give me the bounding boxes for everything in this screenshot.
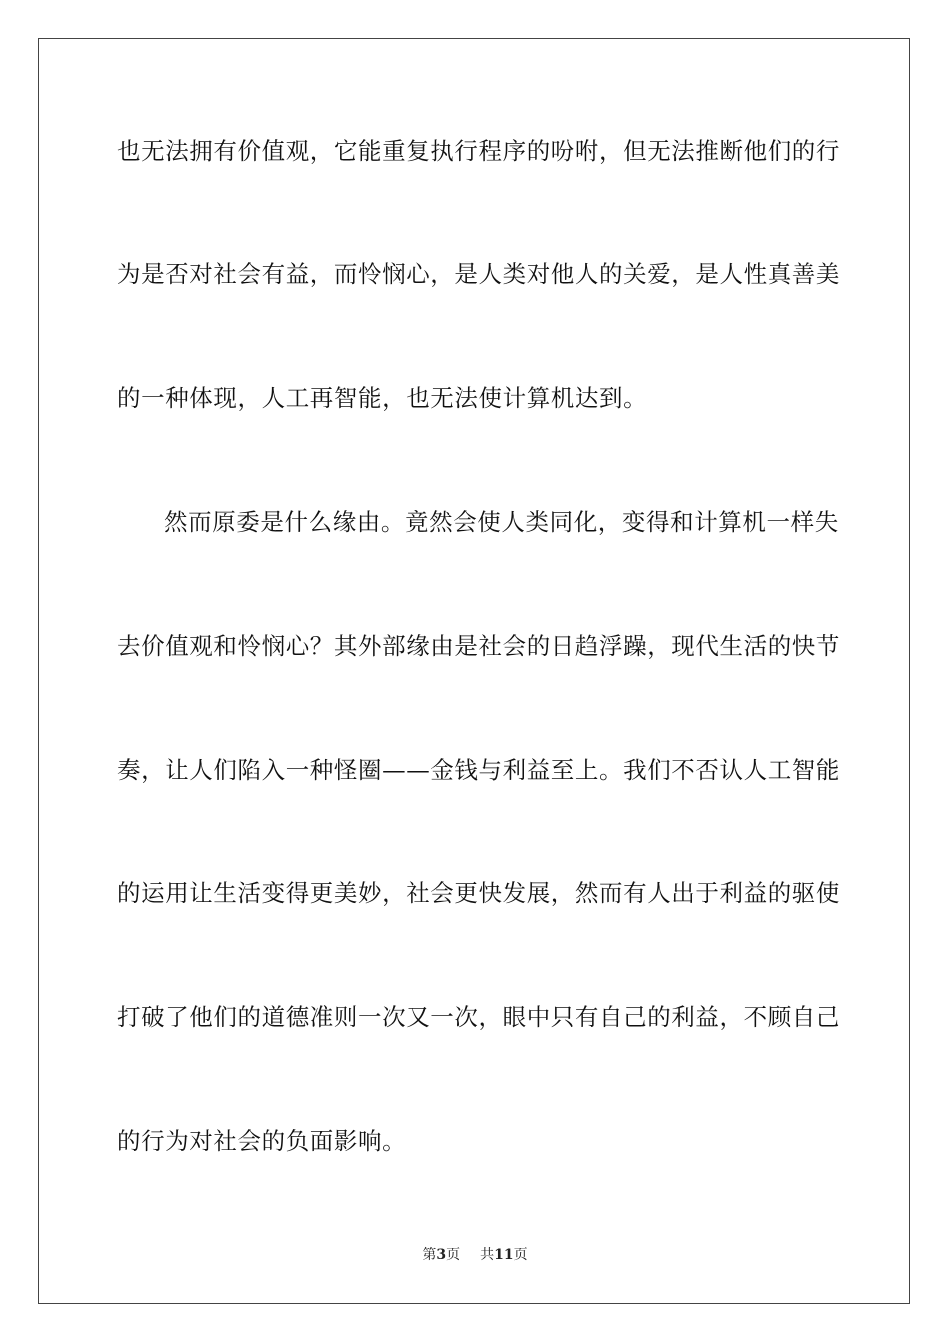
- paragraph-first-line: 然而原委是什么缘由。竟然会使人类同化，变得和计算机一样失: [164, 508, 839, 536]
- body-text-line: 奏，让人们陷入一种怪圈——金钱与利益至上。我们不否认人工智能: [117, 756, 840, 784]
- body-text-line: 的运用让生活变得更美妙，社会更快发展，然而有人出于利益的驱使: [117, 879, 840, 907]
- total-prefix: 共: [480, 1247, 495, 1263]
- page-footer: [0, 1246, 950, 1264]
- body-text-line: 的一种体现，人工再智能，也无法使计算机达到。: [117, 384, 648, 412]
- page-total: 11: [494, 1247, 514, 1263]
- body-text-line: 为是否对社会有益，而怜悯心，是人类对他人的关爱，是人性真善美: [117, 260, 840, 288]
- body-text-line: 打破了他们的道德准则一次又一次，眼中只有自己的利益，不顾自己: [117, 1003, 840, 1031]
- body-text-line: 的行为对社会的负面影响。: [117, 1127, 407, 1155]
- page-prefix: 第: [422, 1247, 437, 1263]
- total-suffix: 页: [513, 1247, 528, 1263]
- body-text-line: 去价值观和怜悯心？其外部缘由是社会的日趋浮躁，现代生活的快节: [117, 632, 840, 660]
- page-number: 3: [436, 1247, 447, 1263]
- page-suffix: 页: [446, 1247, 461, 1263]
- body-text-line: 也无法拥有价值观，它能重复执行程序的吩咐，但无法推断他们的行: [117, 137, 840, 165]
- page-border: [38, 38, 910, 1304]
